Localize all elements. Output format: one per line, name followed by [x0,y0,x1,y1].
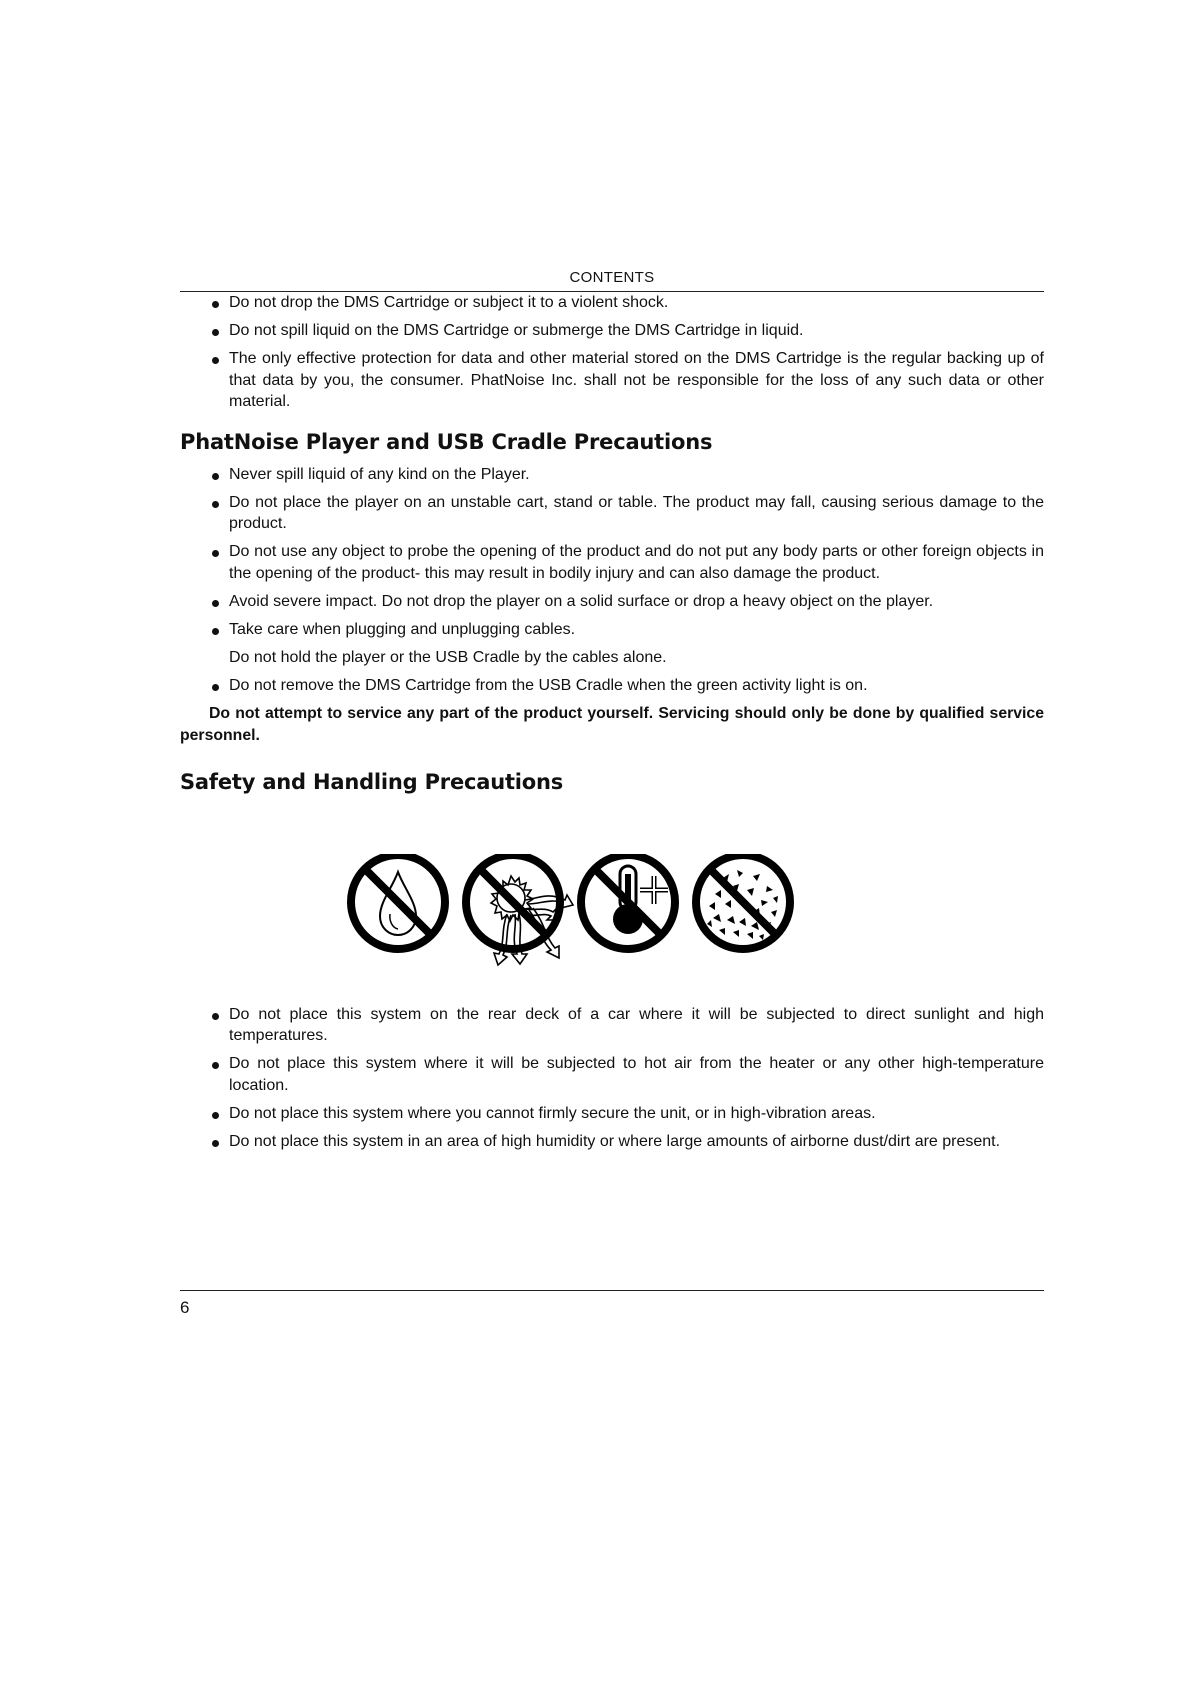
section-heading-player: PhatNoise Player and USB Cradle Precautions [180,429,713,454]
bullet-icon [212,501,219,508]
no-sunlight-heat-icon [466,855,573,965]
safety-precautions-list [180,1004,1044,1153]
no-liquid-icon [351,855,445,949]
list-item: Do not drop the DMS Cartridge or subject it to a violent shock. [180,292,1044,314]
no-dust-icon [696,855,790,949]
bullet-icon [212,1062,219,1069]
player-precautions-list [180,464,1044,697]
list-item: Do not place this system on the rear deck of a car where it will be subjected to direct sunlight and high temperatures. [180,1004,1044,1047]
footer-rule [180,1290,1044,1291]
page-content [180,268,1044,1159]
list-item: Do not place this system where it will be subjected to hot air from the heater or any other high-temperature location. [180,1053,1044,1096]
list-item: Do not remove the DMS Cartridge from the USB Cradle when the green activity light is on. [180,675,1044,697]
list-item: Take care when plugging and unplugging cables. [180,619,1044,641]
running-head: CONTENTS [569,269,655,286]
bullet-icon [212,1013,219,1020]
bullet-icon [212,301,219,308]
section-heading-safety: Safety and Handling Precautions [180,769,564,794]
bullet-icon [212,1112,219,1119]
no-high-temperature-icon [581,855,675,949]
list-item: Avoid severe impact. Do not drop the player on a solid surface or drop a heavy object on the player. [180,591,1044,613]
list-item: Do not place the player on an unstable cart, stand or table. The product may fall, causing serious damage to the product. [180,492,1044,535]
list-item: Do not place this system in an area of high humidity or where large amounts of airborne dust/dirt are present. [180,1131,1044,1153]
list-item: Do not use any object to probe the opening of the product and do not put any body parts or other foreign objects in the opening of the product- this may result in bodily injury and can also damage the product. [180,541,1044,584]
bullet-icon [212,357,219,364]
bullet-icon [212,329,219,336]
safety-icons [180,854,1044,1004]
list-item-continuation: Do not hold the player or the USB Cradle by the cables alone. [229,648,667,666]
page-number: 6 [180,1298,190,1317]
bullet-icon [212,600,219,607]
cartridge-precautions-list [180,292,1044,413]
bullet-icon [212,550,219,557]
service-warning: Do not attempt to service any part of the product yourself. Servicing should only be done by qualified service personnel. [180,704,1044,744]
list-item: The only effective protection for data and other material stored on the DMS Cartridge is the regular backing up of that data by you, the consumer. PhatNoise Inc. shall not be responsible for the loss of any such data or other material. [180,348,1044,413]
bullet-icon [212,628,219,635]
bullet-icon [212,1140,219,1147]
bullet-icon [212,473,219,480]
list-item: Do not place this system where you cannot firmly secure the unit, or in high-vibration areas. [180,1103,1044,1125]
list-item: Never spill liquid of any kind on the Player. [180,464,1044,486]
list-item: Do not spill liquid on the DMS Cartridge or submerge the DMS Cartridge in liquid. [180,320,1044,342]
bullet-icon [212,684,219,691]
